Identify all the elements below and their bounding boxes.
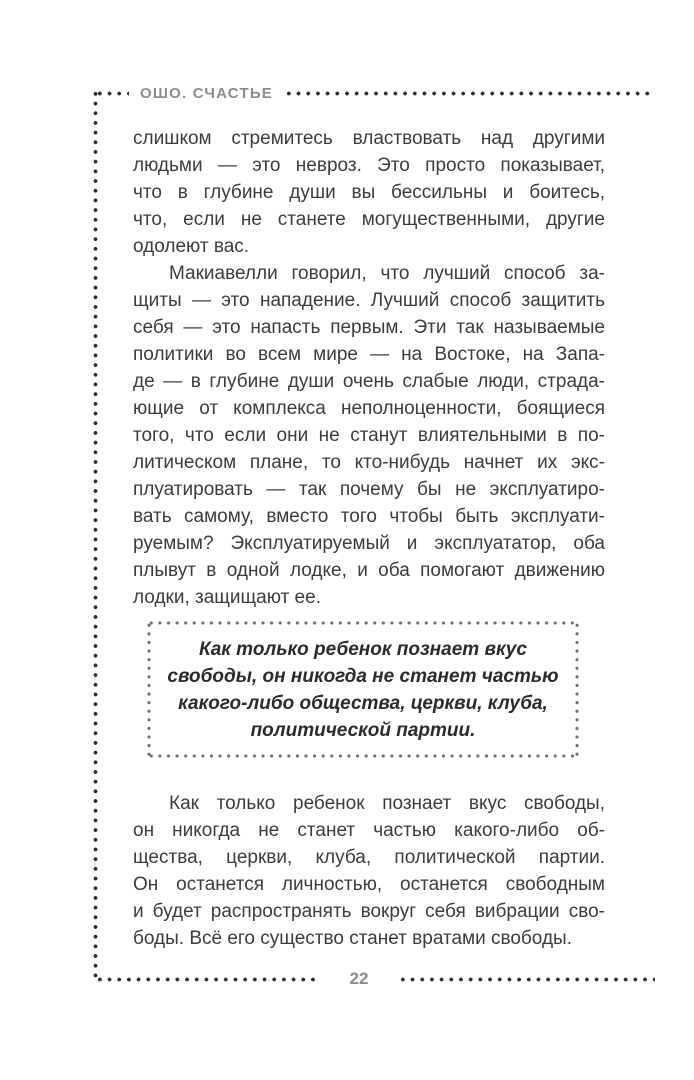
text-line: людьми — это невроз. Это просто показывает, [133, 155, 605, 176]
text-line: Макиавелли говорил, что лучший способ за- [169, 263, 605, 284]
text-line: лодки, защищают ее. [133, 587, 321, 608]
footer-dots-right [398, 977, 655, 982]
quote-line: политической партии. [250, 720, 476, 741]
text-line: плуатировать — так почему бы не эксплуатиро- [133, 479, 605, 500]
text-line: литическом плане, то кто-нибудь начнет их экс- [133, 452, 605, 473]
text-line: руемым? Эксплуатируемый и эксплуататор, оба [133, 533, 605, 554]
text-line: щества, церкви, клуба, политической партии. [133, 847, 605, 868]
text-line: что, если не станете могущественными, другие [133, 209, 605, 230]
text-line: Он останется личностью, останется свободным [133, 874, 605, 895]
text-line: щиты — это нападение. Лучший способ защитить [133, 290, 605, 311]
text-line: того, что если они не станут влиятельными в по- [133, 425, 605, 446]
text-line: что в глубине души вы бессильны и боитесь, [133, 182, 605, 203]
text-line: плывут в одной лодке, и оба помогают движению [133, 560, 605, 581]
text-line: вать самому, вместо того чтобы быть эксплуати- [133, 506, 605, 527]
left-dotted-border [93, 89, 98, 981]
quote-box [147, 621, 579, 758]
text-line: Как только ребенок познает вкус свободы, [169, 793, 605, 814]
text-line: ющие от комплекса неполноценности, боящиеся [133, 398, 605, 419]
text-line: он никогда не станет частью какого-либо об- [133, 820, 605, 841]
text-line: себя — это напасть первым. Эти так называемые [133, 317, 605, 338]
text-line: одолеют вас. [133, 236, 250, 257]
text-line: де — в глубине души очень слабые люди, страда- [133, 371, 605, 392]
quote-text [167, 636, 559, 744]
header-dots-right [284, 91, 653, 96]
running-title: ОШО. СЧАСТЬЕ [140, 84, 274, 102]
quote-line: свободы, он никогда не станет частью [167, 666, 559, 687]
text-line: и будет распространять вокруг себя вибрации сво- [133, 901, 605, 922]
quote-line: Как только ребенок познает вкус [199, 639, 527, 660]
text-line: политики во всем мире — на Востоке, на Запа- [133, 344, 605, 365]
footer-dots-left [95, 977, 320, 982]
body-text-after-quote [133, 790, 605, 952]
body-text-before-quote [133, 125, 605, 611]
header-dots-left [95, 91, 129, 96]
text-line: слишком стремитесь властвовать над другими [133, 128, 605, 149]
page-header [95, 85, 653, 101]
page-footer [95, 971, 655, 987]
text-line: боды. Всё его существо станет вратами свободы. [133, 928, 572, 949]
text-column [133, 125, 605, 952]
quote-line: какого-либо общества, церкви, клуба, [178, 693, 548, 714]
page-number: 22 [349, 969, 369, 988]
